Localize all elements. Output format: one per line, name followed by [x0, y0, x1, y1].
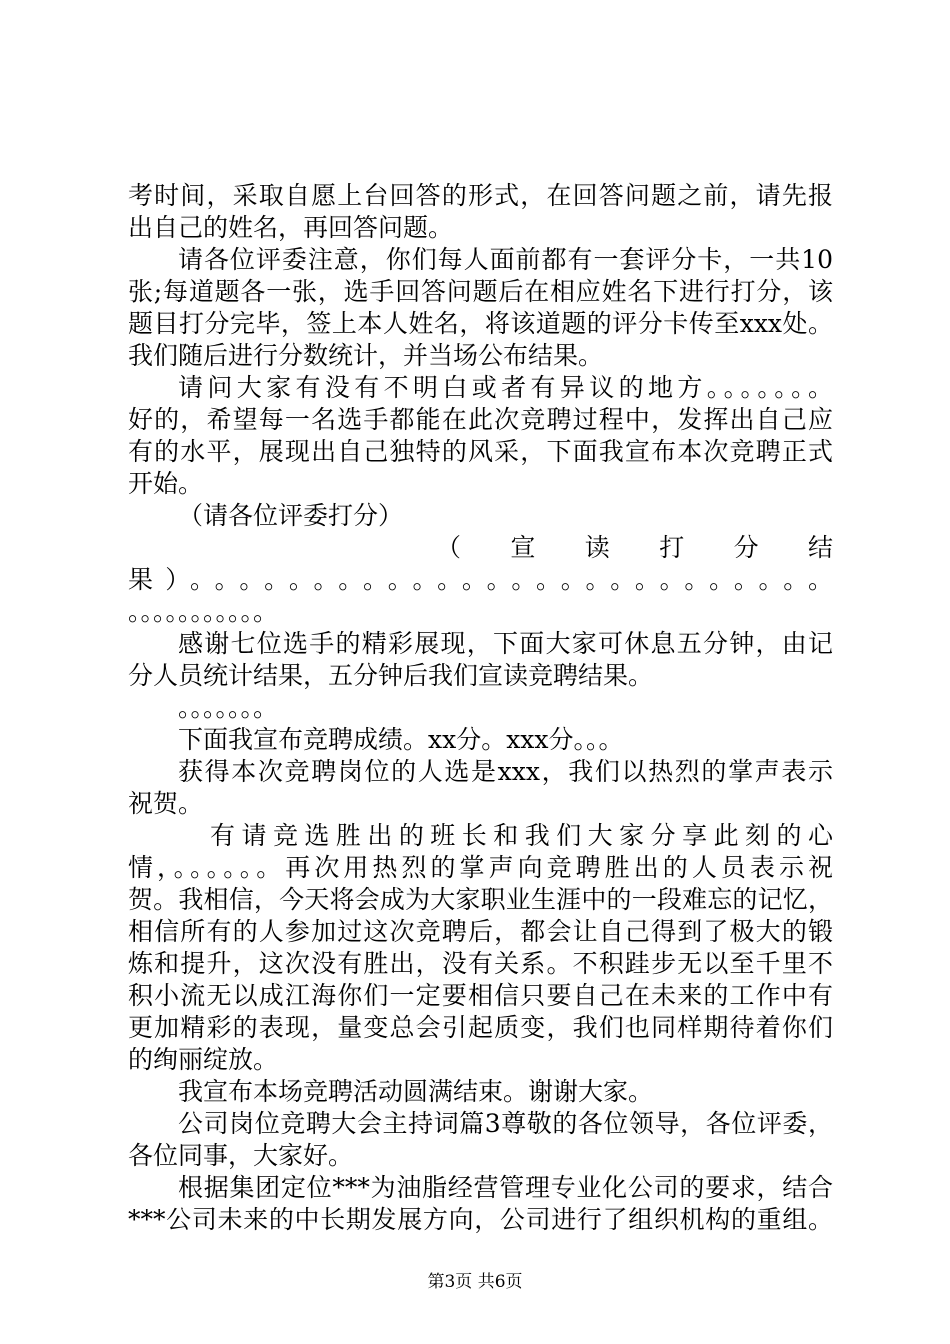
text-line: 。。。。。。。。。。。	[128, 597, 279, 626]
text-line: 分人员统计结果，五分钟后我们宣读竞聘结果。	[128, 661, 654, 690]
text-line: 相信所有的人参加过这次竞聘后，都会让自己得到了极大的锻	[128, 917, 833, 946]
text-line: 我宣布本场竞聘活动圆满结束。谢谢大家。	[178, 1077, 654, 1106]
text-line: （请各位评委打分）	[178, 501, 404, 530]
text-line: 贺。我相信，今天将会成为大家职业生涯中的一段难忘的记忆，	[128, 885, 833, 914]
text-line: 情，。。。。。。再次用热烈的掌声向竞聘胜出的人员表示祝	[128, 853, 833, 882]
text-line: 炼和提升，这次没有胜出，没有关系。不积跬步无以至千里不	[128, 949, 833, 978]
text-line: 好的，希望每一名选手都能在此次竞聘过程中，发挥出自己应	[128, 405, 833, 434]
text-line: 祝贺。	[128, 789, 204, 818]
text-line: 请问大家有没有不明白或者有异议的地方。。。。。。。	[178, 373, 833, 402]
text-line: 积小流无以成江海你们一定要相信只要自己在未来的工作中有	[128, 981, 833, 1010]
text-line: 有请竞选胜出的班长和我们大家分享此刻的心	[210, 821, 833, 850]
text-line: 题目打分完毕，签上本人姓名，将该道题的评分卡传至xxx处。	[128, 309, 833, 338]
text-line: 公司岗位竞聘大会主持词篇3尊敬的各位领导，各位评委，	[178, 1109, 833, 1138]
text-line: 获得本次竞聘岗位的人选是xxx，我们以热烈的掌声表示	[178, 757, 833, 786]
text-line: 。。。。。。。	[178, 693, 279, 722]
page-footer: 第3页 共6页	[427, 1272, 523, 1292]
text-line: 我们随后进行分数统计，并当场公布结果。	[128, 341, 604, 370]
text-line: 果）。。。。。。。。。。。。。。。。。。。。。。。。。。	[128, 565, 833, 594]
text-line: 更加精彩的表现，量变总会引起质变，我们也同样期待着你们	[128, 1013, 833, 1042]
text-line: 张;每道题各一张，选手回答问题后在相应姓名下进行打分，该	[128, 277, 833, 306]
text-line: 出自己的姓名，再回答问题。	[128, 213, 454, 242]
text-line: 请各位评委注意，你们每人面前都有一套评分卡，一共10	[178, 245, 833, 274]
text-line: 考时间，采取自愿上台回答的形式，在回答问题之前，请先报	[128, 181, 833, 210]
text-line: 的绚丽绽放。	[128, 1045, 279, 1074]
text-line: 开始。	[128, 469, 204, 498]
text-line: （ 宣 读 打 分 结	[436, 533, 833, 562]
text-line: 感谢七位选手的精彩展现，下面大家可休息五分钟，由记	[178, 629, 833, 658]
text-line: 根据集团定位***为油脂经营管理专业化公司的要求，结合	[178, 1173, 833, 1202]
text-line: 各位同事，大家好。	[128, 1141, 354, 1170]
text-line: 有的水平，展现出自己独特的风采，下面我宣布本次竞聘正式	[128, 437, 833, 466]
text-line: 下面我宣布竞聘成绩。xx分。xxx分。。。	[178, 725, 624, 754]
text-line: ***公司未来的中长期发展方向，公司进行了组织机构的重组。	[128, 1205, 833, 1234]
